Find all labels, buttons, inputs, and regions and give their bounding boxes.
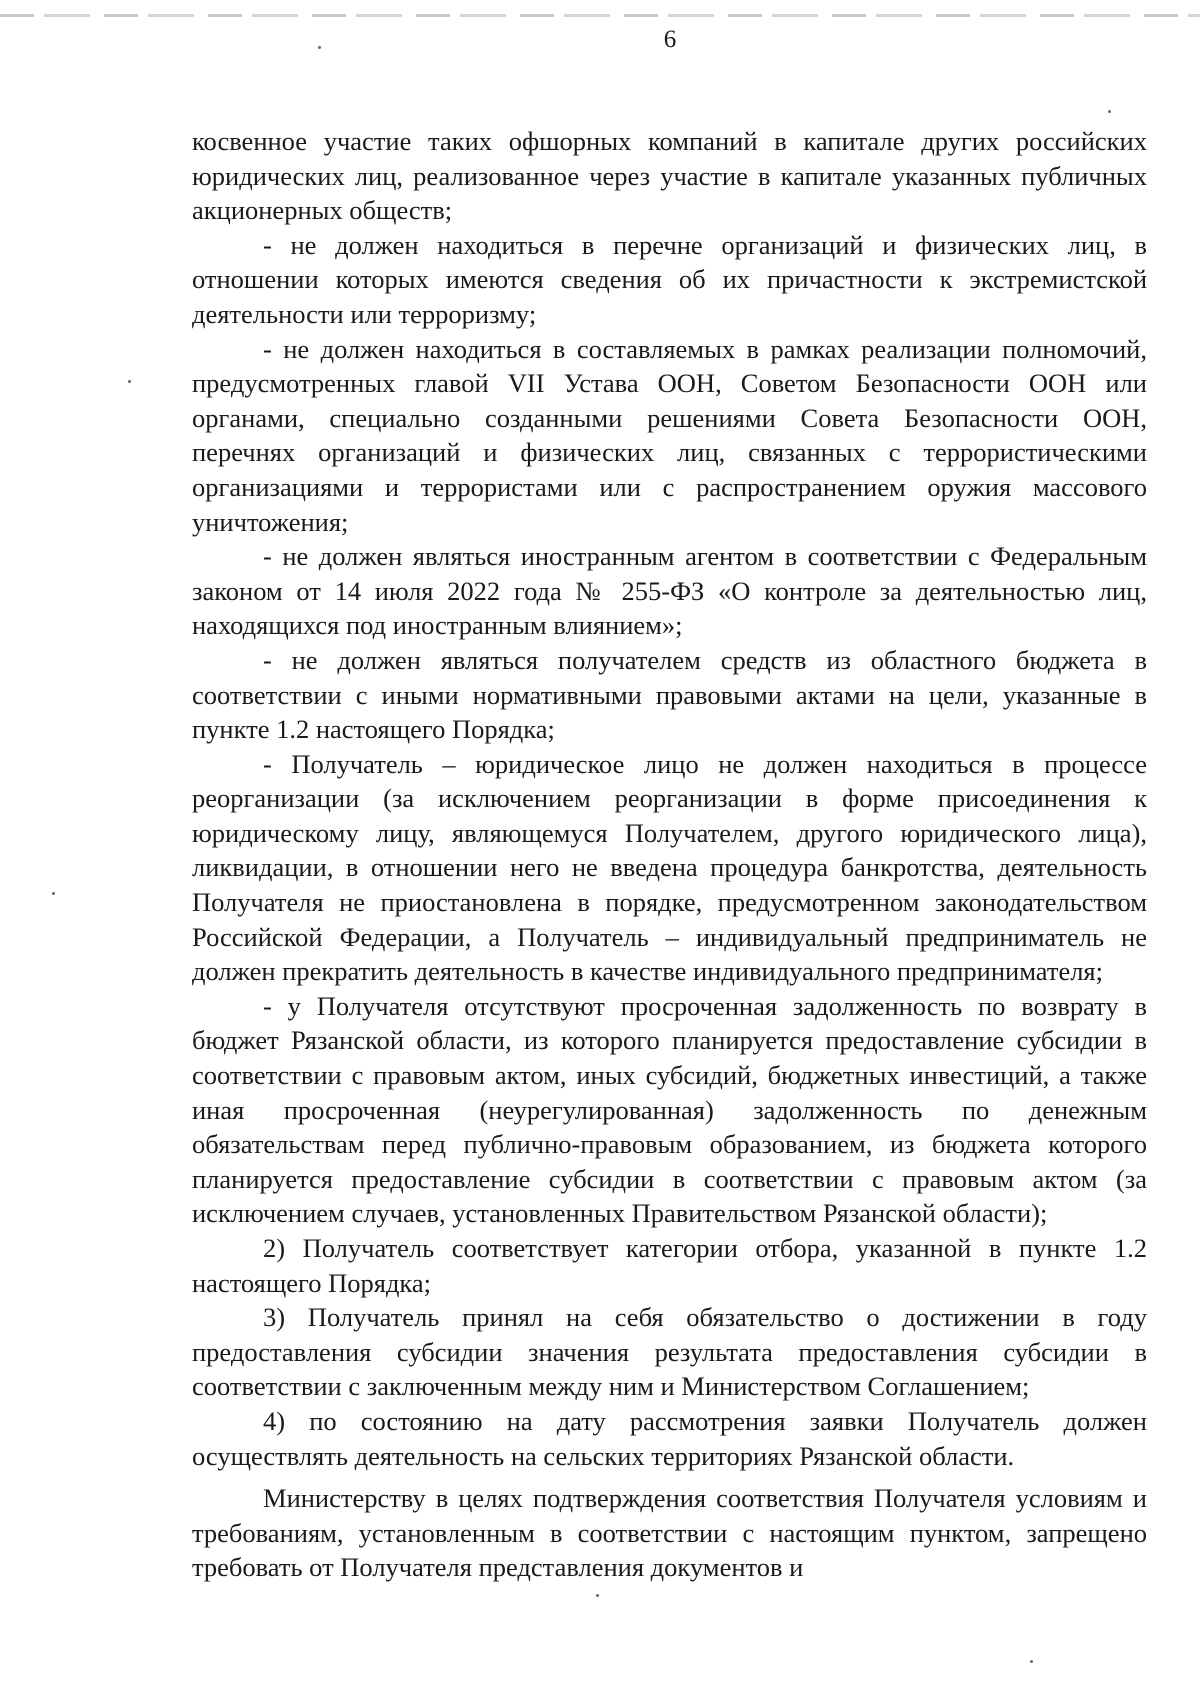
- paragraph-item-2-category: 2) Получатель соответствует категории отбора, указанной в пункте 1.2 настоящего Порядка;: [192, 1233, 1147, 1298]
- paragraph-overdue-debt: - у Получателя отсутствуют просроченная задолженность по возврату в бюджет Рязанской области, из которого планируется предоставление субсидии в соответствии с правовым актом, иных субсидий, бюджетных инвестиций, а также иная просроченная (неурегулированная) задолженность по денежным обязательствам перед публично-правовым образованием, из бюджета которого планируется предоставление субсидии в соответствии с правовым актом (за исключением случаев, установленных Правительством Рязанской области);: [192, 990, 1147, 1229]
- paragraph-item-3-obligation: 3) Получатель принял на себя обязательство о достижении в году предоставления субсидии значения результата предоставления субсидии в соответствии с заключенным между ним и Министерством Соглашением;: [192, 1302, 1147, 1402]
- paragraph-reorganization-liquidation: - Получатель – юридическое лицо не должен находиться в процессе реорганизации (за исключением реорганизации в форме присоединения к юридическому лицу, являющемуся Получателем, другого юридического лица), ликвидации, в отношении него не введена процедура банкротства, деятельность Получателя не приостановлена в порядке, предусмотренном законодательством Российской Федерации, а Получатель – индивидуальный предприниматель не должен прекратить деятельность в качестве индивидуального предпринимателя;: [192, 748, 1147, 987]
- document-body: [192, 124, 1147, 1585]
- scan-speck: [318, 46, 321, 49]
- paragraph-ministry-prohibition: Министерству в целях подтверждения соответствия Получателя условиям и требованиям, установленным в соответствии с настоящим пунктом, запрещено требовать от Получателя представления документов и: [192, 1483, 1147, 1583]
- paragraph-un-sanctions-list: - не должен находиться в составляемых в рамках реализации полномочий, предусмотренных главой VII Устава ООН, Советом Безопасности ООН или органами, специально созданными решениями Совета Безопасности ООН, перечнях организаций и физических лиц, связанных с террористическими организациями и террористами или с распространением оружия массового уничтожения;: [192, 333, 1147, 537]
- paragraph-other-budget-funds: - не должен являться получателем средств из областного бюджета в соответствии с иными нормативными правовыми актами на цели, указанные в пункте 1.2 настоящего Порядка;: [192, 644, 1147, 745]
- paragraph-item-4-rural-territories: 4) по состоянию на дату рассмотрения заявки Получатель должен осуществлять деятельность на сельских территориях Рязанской области.: [192, 1405, 1147, 1471]
- scan-speck: [1030, 1660, 1033, 1663]
- scan-top-edge: [0, 14, 1200, 17]
- scan-speck: [128, 380, 131, 383]
- scan-speck: [596, 1594, 599, 1597]
- paragraph-offshore-participation: косвенное участие таких офшорных компаний в капитале других российских юридических лиц, реализованное через участие в капитале указанных публичных акционерных обществ;: [192, 126, 1147, 226]
- scan-speck: [52, 892, 55, 895]
- paragraph-foreign-agent: - не должен являться иностранным агентом в соответствии с Федеральным законом от 14 июля 2022 года № 255-ФЗ «О контроле за деятельностью лиц, находящихся под иностранным влиянием»;: [192, 541, 1147, 641]
- paragraph-extremism-list: - не должен находиться в перечне организаций и физических лиц, в отношении которых имеются сведения об их причастности к экстремистской деятельности или терроризму;: [192, 229, 1147, 329]
- page-number: 6: [663, 26, 677, 53]
- scan-speck: [1108, 110, 1111, 113]
